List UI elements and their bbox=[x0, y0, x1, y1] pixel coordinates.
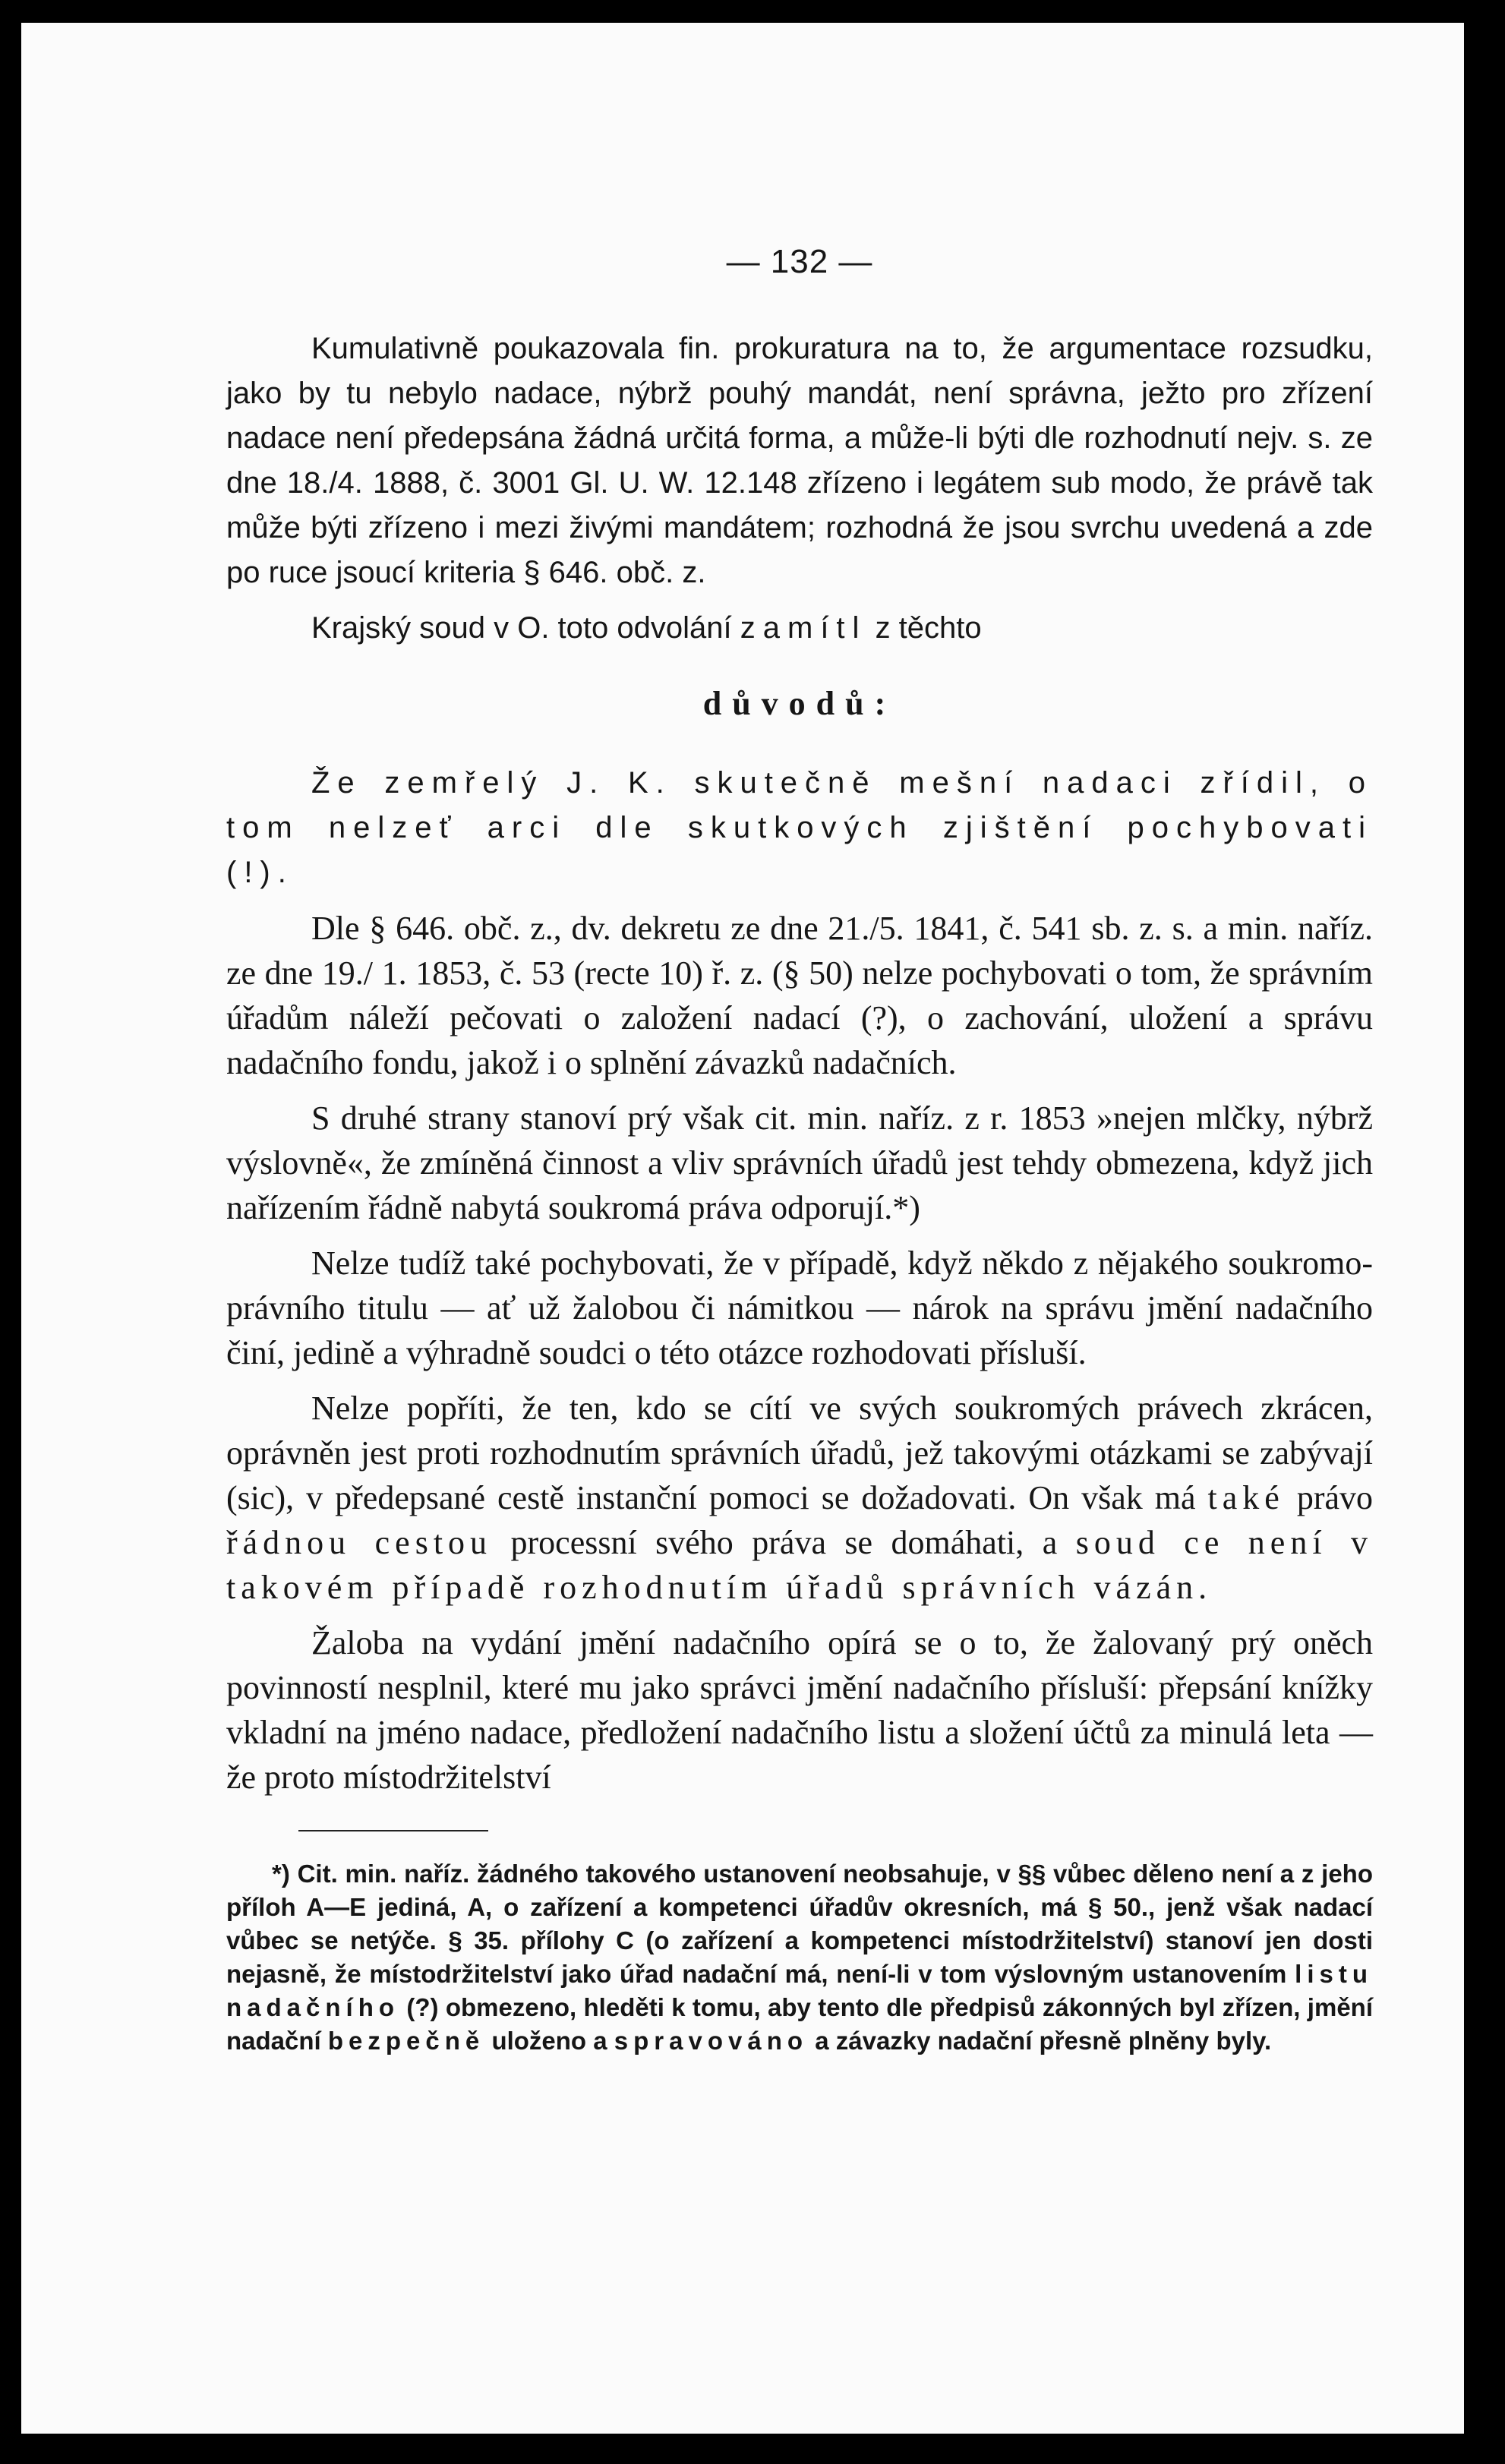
footnote-divider bbox=[298, 1830, 488, 1831]
paragraph-8: Žaloba na vydání jmění nadačního opírá se o to, že žalovaný prý oněch povinností nesplnil, které mu jako správci jmění nadačního přísluší: přepsání knížky vkladní na jméno nadace, předložení nadačního listu a složení účtů za minulá leta — že proto místodržitelství bbox=[226, 1624, 1373, 1796]
footnote-end: a závazky nadační přesně plněny byly. bbox=[815, 2027, 1272, 2055]
paragraph-1: Kumulativně poukazovala fin. prokuratura na to, že argumentace rozsudku, jako by tu nebylo nadace, nýbrž pouhý mandát, není správna, ježto pro zřízení nadace není předepsána žádná určitá forma, a může-li býti dle rozhodnutí nejv. s. ze dne 18./4. 1888, č. 3001 Gl. U. W. 12.148 zřízeno i legátem sub modo, že právě tak může býti zřízeno i mezi živými mandátem; rozhodná že jsou svrchu uvedená a zde po ruce jsoucí kriteria § 646. obč. z. bbox=[226, 332, 1373, 589]
section-heading: důvodů: bbox=[702, 685, 897, 722]
paragraph-7-spaced-3: soud ce není v takovém případě rozhodnutím úřadů správních vázán. bbox=[226, 1524, 1374, 1606]
footnote-spaced-1: listu nadačního bbox=[226, 1960, 1373, 2021]
paragraph-2-spaced: zamítl bbox=[740, 611, 867, 645]
paragraph-7-spaced-2: řádnou cestou bbox=[226, 1524, 493, 1561]
footnote bbox=[226, 1857, 1373, 2058]
paragraph-3: Že zemřelý J. K. skutečně mešní nadaci zřídil, o tom nelzeť arci dle skutkových zjištění pochybovati (!). bbox=[226, 766, 1373, 889]
page-content bbox=[226, 243, 1373, 2058]
page-number: — 132 — bbox=[726, 243, 873, 280]
paragraph-4: Dle § 646. obč. z., dv. dekretu ze dne 21./5. 1841, č. 541 sb. z. s. a min. naříz. ze dne 19./ 1. 1853, č. 53 (recte 10) ř. z. (§ 50) nelze pochybovati o tom, že správním úřadům náleží pečovati o založení nadací (?), o zachování, uložení a správu nadačního fondu, jakož i o splnění závazků nadačních. bbox=[226, 910, 1373, 1081]
footnote-mid-2: uloženo a bbox=[491, 2027, 607, 2055]
paragraph-7-mid-1: právo bbox=[1296, 1479, 1373, 1516]
paragraph-2-end: z těchto bbox=[875, 611, 982, 645]
footnote-spaced-3: spravováno bbox=[614, 2027, 809, 2055]
paragraph-7-spaced-1: také bbox=[1207, 1479, 1285, 1516]
paragraph-7 bbox=[226, 1386, 1373, 1610]
footnote-start: *) Cit. min. naříz. žádného takového ustanovení neobsahuje, v §§ vůbec děleno není a z jeho příloh A—E jediná, A, o zařízení a kompetenci úřadův okresních, má § 50., jenž však nadací vůbec se netýče. § 35. přílohy C (o zařízení a kompetenci místodržitelství) stanoví jen dosti nejasně, že místodržitelství jako úřad nadační má, není-li v tom výslovným ustanovením bbox=[226, 1860, 1373, 1988]
paragraph-7-mid-2: processní svého práva se domáhati, a bbox=[510, 1524, 1058, 1561]
paragraph-5: S druhé strany stanoví prý však cit. min. naříz. z r. 1853 »nejen mlčky, nýbrž výslovně«, že zmíněná činnost a vliv správních úřadů jest tehdy obmezena, když jich nařízením řádně nabytá soukromá práva odporují.*) bbox=[226, 1099, 1373, 1226]
paragraph-6: Nelze tudíž také pochybovati, že v případě, když někdo z nějakého soukromo-právního titulu — ať už žalobou či námitkou — nárok na správu jmění nadačního činí, jedině a výhradně soudci o této otázce rozhodovati přísluší. bbox=[226, 1245, 1373, 1371]
paragraph-2 bbox=[226, 606, 1373, 651]
paragraph-7-start: Nelze popříti, že ten, kdo se cítí ve svých soukromých právech zkrácen, oprávněn jest proti rozhodnutím správních úřadů, jež takovými otázkami se zabývají (sic), v předepsané cestě instanční pomoci se dožadovati. On však má bbox=[226, 1390, 1373, 1516]
document-page bbox=[21, 23, 1464, 2434]
footnote-mid-1: (?) obmezeno, hleděti k tomu, aby tento dle předpisů zákonných byl zřízen, jmění nadační bbox=[226, 1993, 1373, 2055]
paragraph-2-start: Krajský soud v O. toto odvolání bbox=[311, 611, 732, 645]
footnote-spaced-2: bezpečně bbox=[327, 2027, 485, 2055]
